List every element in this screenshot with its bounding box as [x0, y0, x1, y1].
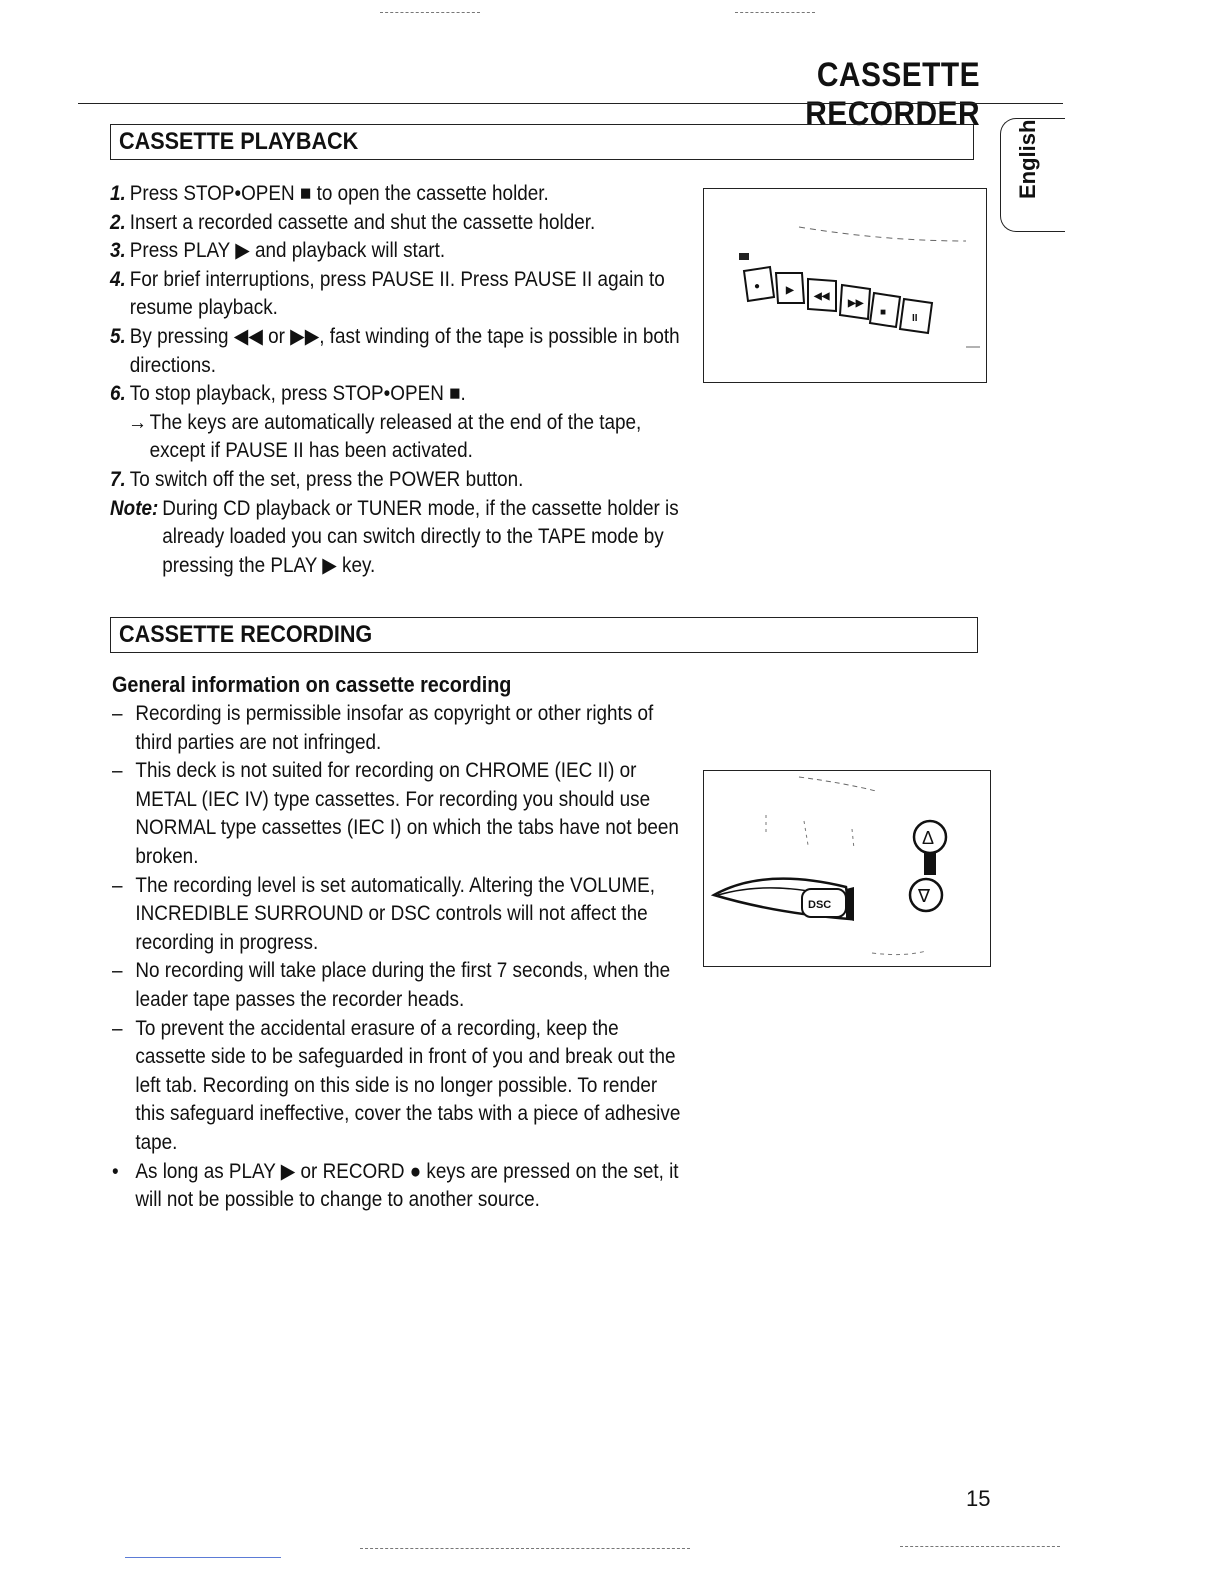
- playback-step: 2. Insert a recorded cassette and shut the cassette holder.: [110, 210, 596, 234]
- section-heading-playback: [110, 124, 974, 160]
- playback-step: 3. Press PLAY ▶ and playback will start.: [110, 239, 446, 263]
- playback-step: 5. By pressing ◀◀ or ▶▶, fast winding of the tape is possible in both directions.: [110, 324, 680, 377]
- volume-dsc-illustration: [704, 771, 990, 966]
- key-record-label: ●: [754, 281, 761, 292]
- page-title: CASSETTE RECORDER: [805, 56, 980, 133]
- recording-info-item: – This deck is not suited for recording on CHROME (IEC II) or METAL (IEC IV) type cassettes. For recording you should use NORMAL type cassettes (IEC I) on which the tabs have not been broken.: [112, 759, 679, 868]
- section-heading-recording: [110, 617, 978, 653]
- page-number: 15: [966, 1486, 991, 1511]
- playback-step: 4. For brief interruptions, press PAUSE II. Press PAUSE II again to resume playback.: [110, 267, 665, 320]
- scan-artifact-blue: [125, 1557, 281, 1558]
- playback-step: 6. To stop playback, press STOP•OPEN ■.: [110, 382, 466, 406]
- recording-subheading: General information on cassette recording: [112, 672, 512, 697]
- playback-note: Note: During CD playback or TUNER mode, if the cassette holder is already loaded you can switch directly to the TAPE mode by pressing the PLAY ▶ key.: [110, 496, 679, 577]
- header-rule: [78, 103, 1063, 104]
- scan-artifact-top: [735, 12, 815, 13]
- scan-artifact-bottom: [360, 1548, 690, 1549]
- playback-steps: [110, 180, 686, 580]
- volume-up-symbol: Δ: [922, 828, 935, 848]
- playback-step: 7. To switch off the set, press the POWER button.: [110, 467, 524, 491]
- section-heading-playback-text: CASSETTE PLAYBACK: [119, 128, 359, 155]
- volume-down-symbol: ∇: [918, 886, 931, 906]
- playback-step: 1. Press STOP•OPEN ■ to open the cassette holder.: [110, 182, 549, 205]
- recording-info-list: [112, 700, 688, 1215]
- figure-volume-dsc: [703, 770, 991, 967]
- recording-info-bullet: • As long as PLAY ▶ or RECORD ● keys are pressed on the set, it will not be possible to change to another source.: [112, 1159, 679, 1212]
- figure-cassette-keys: [703, 188, 987, 383]
- dsc-label: DSC: [808, 899, 832, 911]
- language-tab-label: English: [1015, 119, 1040, 199]
- recording-info-item: – To prevent the accidental erasure of a recording, keep the cassette side to be safeguarded in front of you and break out the left tab. Recording on this side is no longer possible. To render this safeguard ineffective, cover the tabs with a piece of adhesive tape.: [112, 1016, 681, 1154]
- language-tab: [1000, 118, 1065, 232]
- playback-sub-note: → The keys are automatically released at the end of the tape, except if PAUSE II has been activated.: [128, 410, 642, 463]
- key-forward-label: ▶▶: [848, 298, 864, 309]
- recording-info-item: – No recording will take place during the first 7 seconds, when the leader tape passes the recorder heads.: [112, 959, 671, 1011]
- key-pause-label: II: [912, 313, 918, 324]
- key-play-label: ▶: [786, 285, 794, 296]
- key-stop-label: ■: [880, 307, 887, 318]
- key-rewind-label: ◀◀: [814, 291, 830, 302]
- scan-artifact-bottom: [900, 1546, 1060, 1547]
- recording-info-item: – Recording is permissible insofar as copyright or other rights of third parties are not infringed.: [112, 702, 654, 754]
- cassette-keys-illustration: [704, 189, 986, 382]
- recording-info-item: – The recording level is set automatically. Altering the VOLUME, INCREDIBLE SURROUND or DSC controls will not affect the recording in progress.: [112, 873, 656, 954]
- section-heading-recording-text: CASSETTE RECORDING: [119, 621, 373, 648]
- scan-artifact-top: [380, 12, 480, 13]
